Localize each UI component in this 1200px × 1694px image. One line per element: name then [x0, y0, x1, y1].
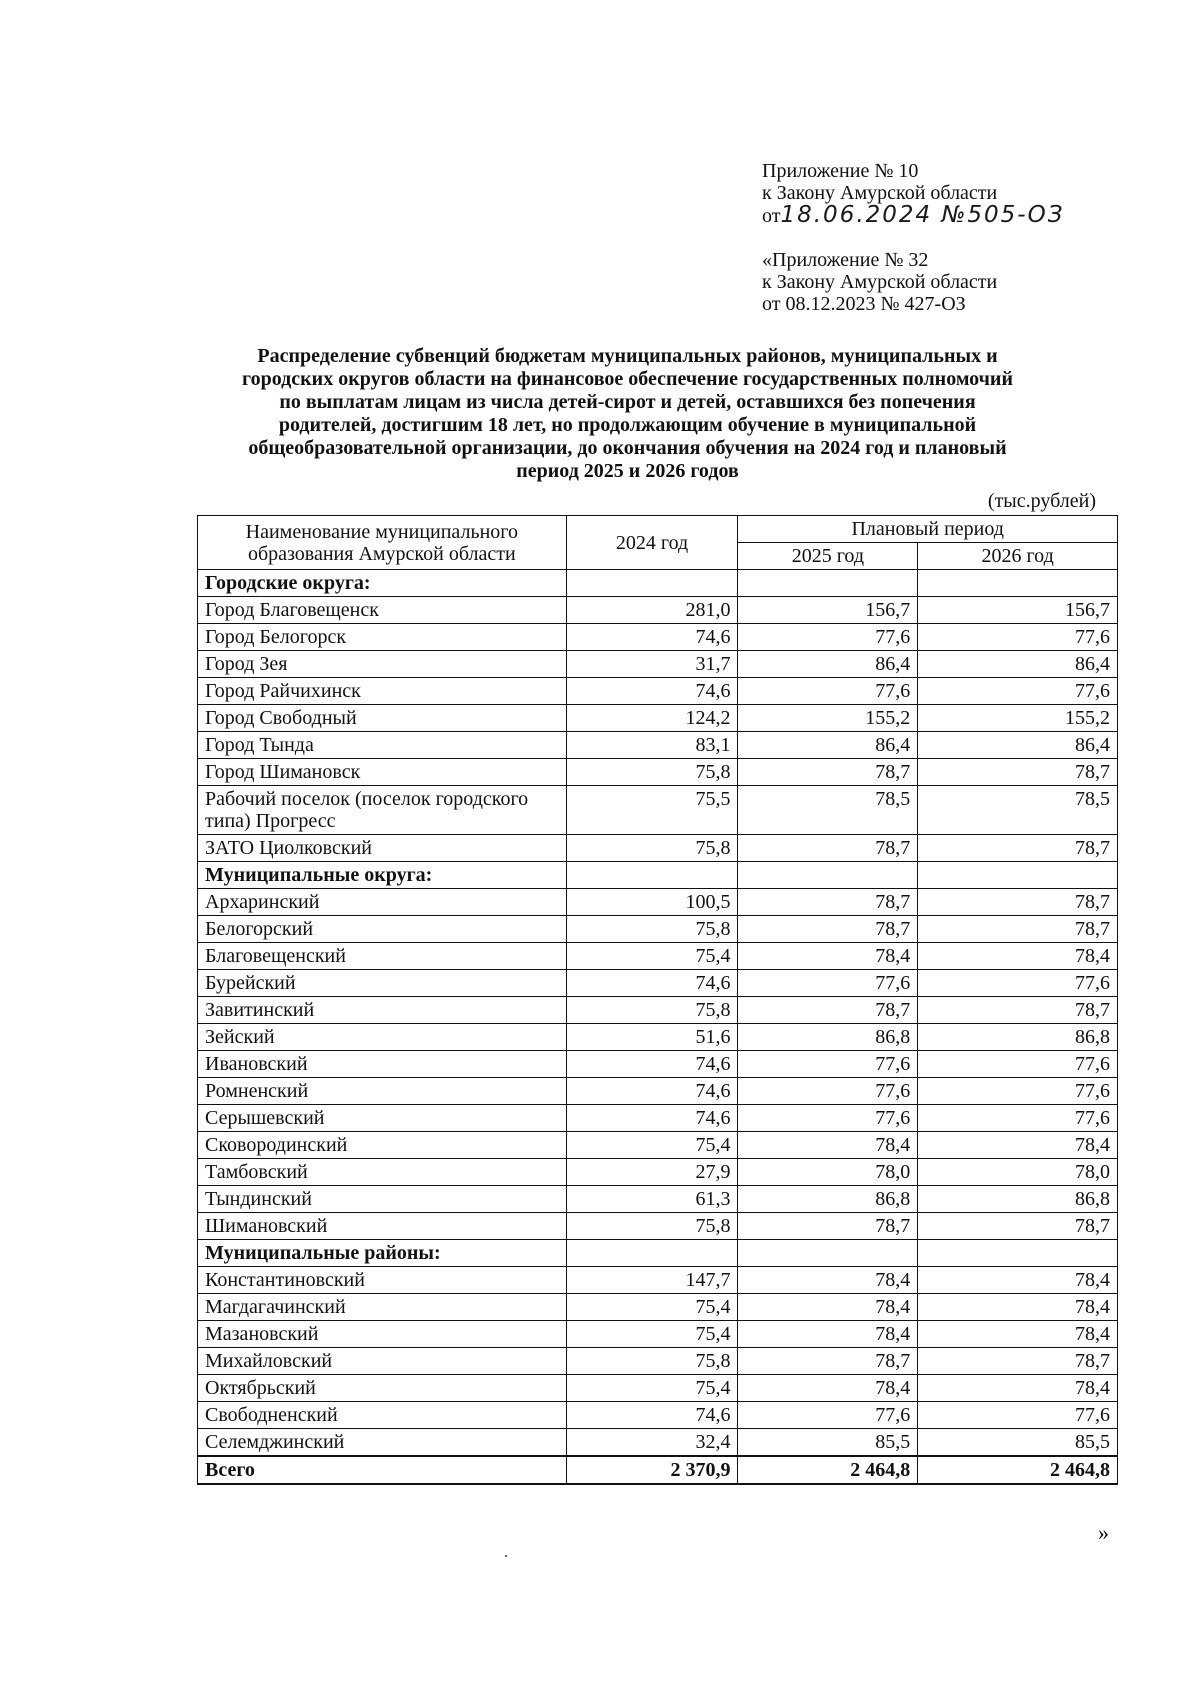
- municipality-name: Магдагачинский: [198, 1294, 567, 1321]
- table-row: [198, 1321, 1118, 1348]
- table-row: [198, 835, 1118, 862]
- value-2025: 78,7: [738, 916, 918, 943]
- table-row: [198, 1105, 1118, 1132]
- value-2026: 78,4: [918, 943, 1118, 970]
- section-title: Городские округа:: [198, 570, 567, 597]
- value-2026: 78,7: [918, 916, 1118, 943]
- table-row: [198, 1186, 1118, 1213]
- municipality-name: Город Зея: [198, 651, 567, 678]
- header-2025: 2025 год: [738, 543, 918, 570]
- value-2026: 78,4: [918, 1294, 1118, 1321]
- value-2026: 77,6: [918, 1051, 1118, 1078]
- value-2025: 78,4: [738, 1294, 918, 1321]
- empty-cell: [918, 1240, 1118, 1267]
- value-2025: 78,4: [738, 1267, 918, 1294]
- value-2025: 78,5: [738, 786, 918, 835]
- value-2025: 85,5: [738, 1429, 918, 1457]
- header-name-line2: образования Амурской области: [247, 542, 516, 565]
- value-2024: 75,4: [566, 1375, 738, 1402]
- value-2026: 78,7: [918, 997, 1118, 1024]
- value-2024: 75,4: [566, 1294, 738, 1321]
- municipality-name: Свободненский: [198, 1402, 567, 1429]
- table-row: [198, 705, 1118, 732]
- municipality-name: Зейский: [198, 1024, 567, 1051]
- value-2024: 75,4: [566, 1132, 738, 1159]
- value-2025: 78,7: [738, 1348, 918, 1375]
- value-2024: 83,1: [566, 732, 738, 759]
- table-row: [198, 732, 1118, 759]
- total-2025: 2 464,8: [738, 1456, 918, 1484]
- title-line: родителей, достигшим 18 лет, но продолжающим обучение в муниципальной: [278, 414, 977, 436]
- table-row: [198, 1267, 1118, 1294]
- value-2026: 78,4: [918, 1321, 1118, 1348]
- value-2026: 77,6: [918, 1078, 1118, 1105]
- table-row: [198, 943, 1118, 970]
- table-row: [198, 1429, 1118, 1457]
- value-2024: 75,4: [566, 1321, 738, 1348]
- value-2026: 86,8: [918, 1024, 1118, 1051]
- appendix-law-ref: к Закону Амурской области: [762, 182, 998, 204]
- municipality-name: Ивановский: [198, 1051, 567, 1078]
- municipality-name: Город Белогорск: [198, 624, 567, 651]
- value-2026: 78,0: [918, 1159, 1118, 1186]
- value-2024: 75,8: [566, 835, 738, 862]
- value-2024: 75,8: [566, 916, 738, 943]
- value-2025: 78,7: [738, 835, 918, 862]
- value-2024: 27,9: [566, 1159, 738, 1186]
- title-line: период 2025 и 2026 годов: [516, 460, 739, 482]
- empty-cell: [566, 862, 738, 889]
- table-row: [198, 1294, 1118, 1321]
- table-row: [198, 916, 1118, 943]
- table-row: [198, 1078, 1118, 1105]
- value-2025: 78,0: [738, 1159, 918, 1186]
- section-title: Муниципальные округа:: [198, 862, 567, 889]
- value-2024: 31,7: [566, 651, 738, 678]
- value-2026: 78,7: [918, 1213, 1118, 1240]
- title-line: Распределение субвенций бюджетам муниципальных районов, муниципальных и: [257, 345, 998, 367]
- table-row: [198, 1348, 1118, 1375]
- table-row: [198, 1159, 1118, 1186]
- subvention-table: [197, 515, 1118, 1485]
- value-2025: 86,8: [738, 1024, 918, 1051]
- section-row: [198, 862, 1118, 889]
- empty-cell: [738, 862, 918, 889]
- value-2025: 77,6: [738, 970, 918, 997]
- original-appendix-title: «Приложение № 32: [762, 249, 929, 271]
- municipality-name: Мазановский: [198, 1321, 567, 1348]
- value-2024: 74,6: [566, 1105, 738, 1132]
- municipality-name: Город Тында: [198, 732, 567, 759]
- municipality-name: Михайловский: [198, 1348, 567, 1375]
- value-2024: 75,5: [566, 786, 738, 835]
- empty-cell: [566, 1240, 738, 1267]
- value-2024: 100,5: [566, 889, 738, 916]
- section-row: [198, 1240, 1118, 1267]
- original-appendix-date: от 08.12.2023 № 427-ОЗ: [762, 293, 966, 315]
- total-row: [198, 1456, 1118, 1484]
- table-row: [198, 678, 1118, 705]
- value-2025: 86,8: [738, 1186, 918, 1213]
- header-2026: 2026 год: [918, 543, 1118, 570]
- value-2026: 78,4: [918, 1375, 1118, 1402]
- value-2025: 77,6: [738, 624, 918, 651]
- empty-cell: [738, 1240, 918, 1267]
- table-row: [198, 759, 1118, 786]
- value-2026: 156,7: [918, 597, 1118, 624]
- value-2025: 78,4: [738, 1132, 918, 1159]
- appendix-title: Приложение № 10: [762, 160, 919, 182]
- value-2026: 77,6: [918, 624, 1118, 651]
- empty-cell: [918, 570, 1118, 597]
- value-2025: 86,4: [738, 732, 918, 759]
- municipality-name: Город Шимановск: [198, 759, 567, 786]
- municipality-name: Город Райчихинск: [198, 678, 567, 705]
- value-2024: 74,6: [566, 970, 738, 997]
- value-2025: 78,4: [738, 1321, 918, 1348]
- units-label: (тыс.рублей): [987, 490, 1096, 512]
- value-2026: 77,6: [918, 970, 1118, 997]
- title-line: общеобразовательной организации, до окончания обучения на 2024 год и плановый: [248, 437, 1007, 459]
- value-2026: 78,7: [918, 759, 1118, 786]
- municipality-name: Константиновский: [198, 1267, 567, 1294]
- value-2024: 74,6: [566, 1402, 738, 1429]
- value-2024: 61,3: [566, 1186, 738, 1213]
- section-row: [198, 570, 1118, 597]
- value-2024: 75,4: [566, 943, 738, 970]
- value-2025: 156,7: [738, 597, 918, 624]
- value-2025: 78,7: [738, 759, 918, 786]
- value-2025: 78,4: [738, 943, 918, 970]
- municipality-name: Город Благовещенск: [198, 597, 567, 624]
- title-line: городских округов области на финансовое обеспечение государственных полномочий: [242, 368, 1013, 390]
- document-title: [160, 345, 1095, 483]
- value-2026: 78,7: [918, 889, 1118, 916]
- value-2026: 78,7: [918, 835, 1118, 862]
- value-2026: 85,5: [918, 1429, 1118, 1457]
- value-2025: 86,4: [738, 651, 918, 678]
- empty-cell: [918, 862, 1118, 889]
- table-row: [198, 997, 1118, 1024]
- table-row: [198, 786, 1118, 835]
- table-row: [198, 597, 1118, 624]
- table-row: [198, 651, 1118, 678]
- value-2026: 78,7: [918, 1348, 1118, 1375]
- header-name: [198, 516, 567, 570]
- value-2026: 77,6: [918, 678, 1118, 705]
- value-2024: 147,7: [566, 1267, 738, 1294]
- appendix-block: [762, 160, 1064, 315]
- municipality-name: Архаринский: [198, 889, 567, 916]
- municipality-name: Рабочий поселок (поселок городского типа) Прогресс: [198, 786, 567, 835]
- value-2025: 78,7: [738, 1213, 918, 1240]
- scan-speck: [505, 1555, 507, 1557]
- municipality-name: Город Свободный: [198, 705, 567, 732]
- value-2026: 86,4: [918, 651, 1118, 678]
- value-2026: 77,6: [918, 1105, 1118, 1132]
- municipality-name: Белогорский: [198, 916, 567, 943]
- value-2026: 155,2: [918, 705, 1118, 732]
- municipality-name: Серышевский: [198, 1105, 567, 1132]
- value-2026: 77,6: [918, 1402, 1118, 1429]
- value-2025: 77,6: [738, 1078, 918, 1105]
- section-title: Муниципальные районы:: [198, 1240, 567, 1267]
- table-row: [198, 1051, 1118, 1078]
- value-2024: 75,8: [566, 1213, 738, 1240]
- municipality-name: Сковородинский: [198, 1132, 567, 1159]
- municipality-name: Шимановский: [198, 1213, 567, 1240]
- appendix-date-line: [762, 204, 1064, 227]
- header-2024: 2024 год: [566, 516, 738, 570]
- table-row: [198, 970, 1118, 997]
- municipality-name: Селемджинский: [198, 1429, 567, 1457]
- value-2024: 124,2: [566, 705, 738, 732]
- value-2024: 51,6: [566, 1024, 738, 1051]
- municipality-name: Завитинский: [198, 997, 567, 1024]
- municipality-name: Тамбовский: [198, 1159, 567, 1186]
- municipality-name: ЗАТО Циолковский: [198, 835, 567, 862]
- value-2024: 75,8: [566, 1348, 738, 1375]
- value-2025: 155,2: [738, 705, 918, 732]
- municipality-name: Октябрьский: [198, 1375, 567, 1402]
- header-name-line1: Наименование муниципального: [245, 520, 518, 543]
- table-row: [198, 1132, 1118, 1159]
- value-2025: 77,6: [738, 1402, 918, 1429]
- handwritten-date-number: 18.06.2024 №505-ОЗ: [780, 202, 1065, 228]
- table-body: [198, 570, 1118, 1485]
- closing-quote: »: [1098, 1520, 1109, 1545]
- table-row: [198, 1375, 1118, 1402]
- value-2024: 75,8: [566, 759, 738, 786]
- value-2026: 86,4: [918, 732, 1118, 759]
- empty-cell: [738, 570, 918, 597]
- value-2026: 78,5: [918, 786, 1118, 835]
- value-2024: 32,4: [566, 1429, 738, 1457]
- table-row: [198, 624, 1118, 651]
- value-2024: 75,8: [566, 997, 738, 1024]
- municipality-name: Благовещенский: [198, 943, 567, 970]
- total-2026: 2 464,8: [918, 1456, 1118, 1484]
- value-2024: 281,0: [566, 597, 738, 624]
- value-2024: 74,6: [566, 678, 738, 705]
- table-row: [198, 1213, 1118, 1240]
- header-planned-period: Плановый период: [738, 516, 1118, 543]
- title-line: по выплатам лицам из числа детей-сирот и детей, оставшихся без попечения: [279, 391, 976, 413]
- value-2025: 78,7: [738, 889, 918, 916]
- table-row: [198, 889, 1118, 916]
- municipality-name: Ромненский: [198, 1078, 567, 1105]
- value-2024: 74,6: [566, 1078, 738, 1105]
- value-2024: 74,6: [566, 1051, 738, 1078]
- empty-cell: [566, 570, 738, 597]
- value-2026: 86,8: [918, 1186, 1118, 1213]
- value-2026: 78,4: [918, 1132, 1118, 1159]
- value-2025: 78,7: [738, 997, 918, 1024]
- table-row: [198, 1024, 1118, 1051]
- value-2024: 74,6: [566, 624, 738, 651]
- total-label: Всего: [198, 1456, 567, 1484]
- table-row: [198, 1402, 1118, 1429]
- value-2025: 77,6: [738, 1051, 918, 1078]
- municipality-name: Бурейский: [198, 970, 567, 997]
- value-2025: 77,6: [738, 1105, 918, 1132]
- original-appendix-law-ref: к Закону Амурской области: [762, 271, 998, 293]
- value-2025: 78,4: [738, 1375, 918, 1402]
- total-2024: 2 370,9: [566, 1456, 738, 1484]
- appendix-date-prefix: от: [762, 205, 781, 227]
- value-2026: 78,4: [918, 1267, 1118, 1294]
- value-2025: 77,6: [738, 678, 918, 705]
- municipality-name: Тындинский: [198, 1186, 567, 1213]
